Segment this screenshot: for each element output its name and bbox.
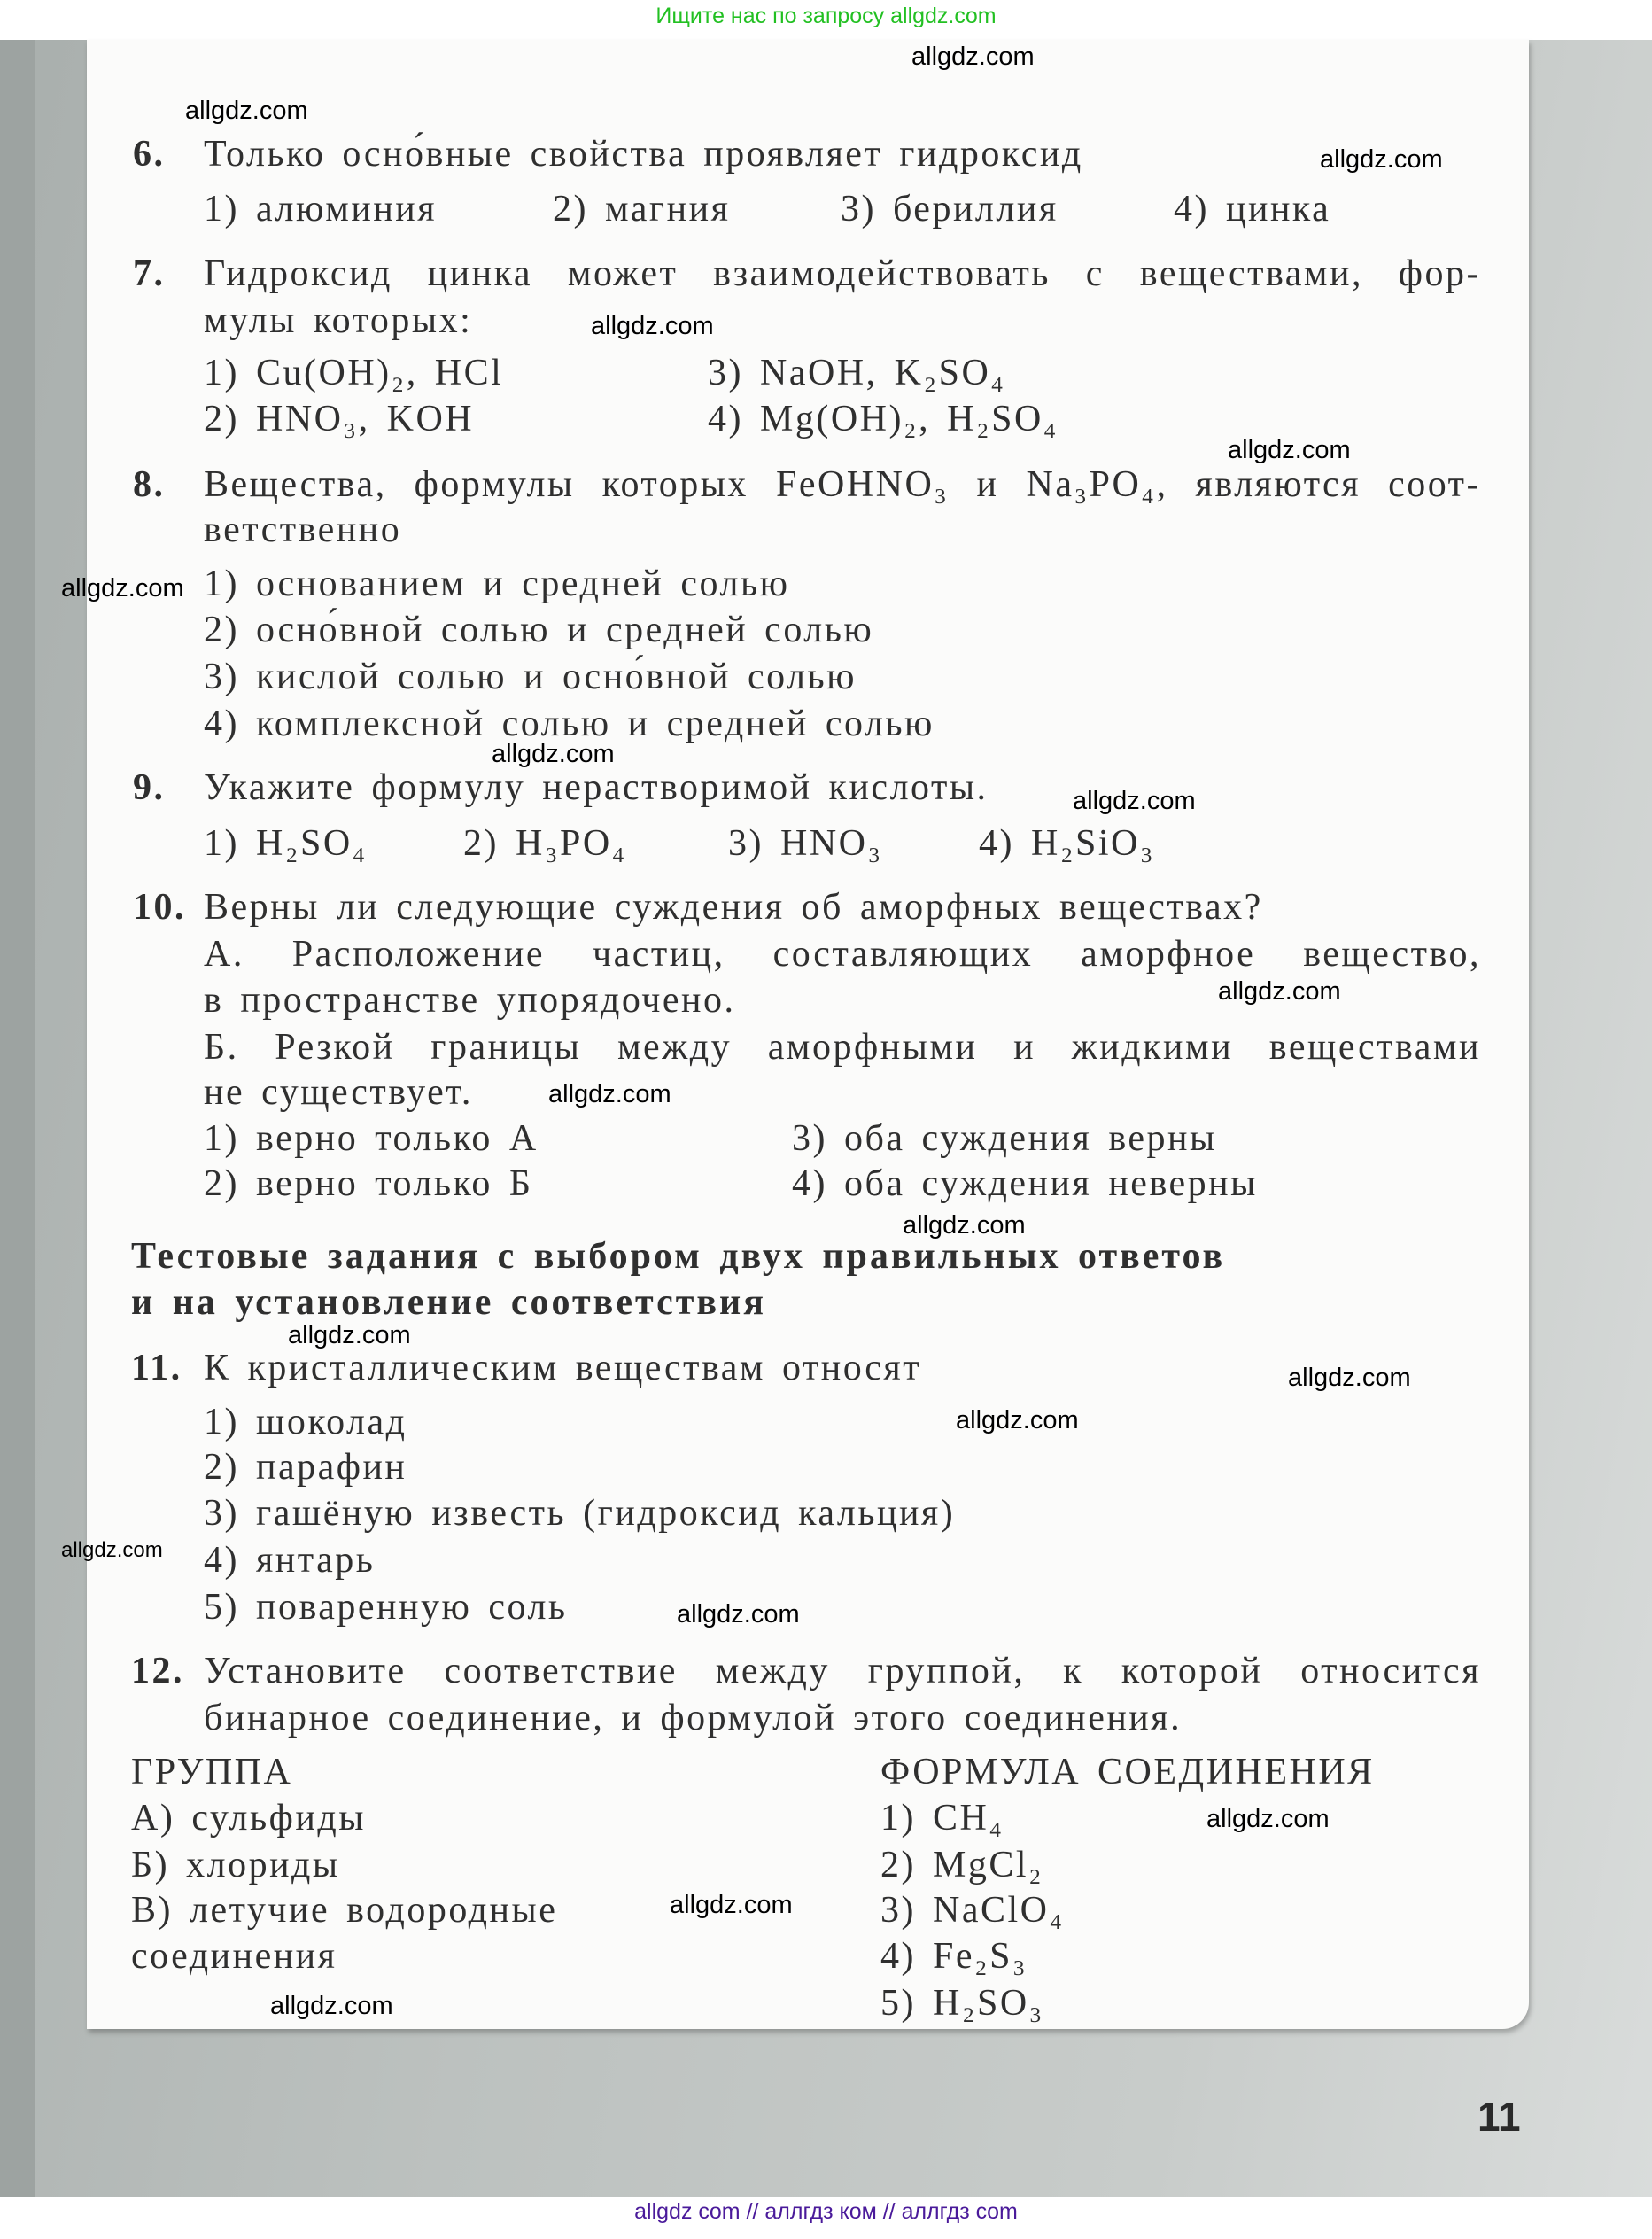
watermark: allgdz.com: [288, 1321, 411, 1349]
answer-option: 4) комплексной солью и средней солью: [204, 704, 935, 744]
answer-option: 3) оба суждения верны: [792, 1118, 1217, 1159]
statement-a: в пространстве упорядочено.: [204, 980, 736, 1021]
column-header-formula: ФОРМУЛА СОЕДИНЕНИЯ: [880, 1752, 1375, 1792]
answer-option: 3) NaOH, K₂SO₄: [708, 353, 1006, 393]
answer-option: 3) кислой солью и осно́вной солью: [204, 657, 857, 697]
answer-option: 4) H₂SiO₃: [979, 823, 1155, 864]
group-item: соединения: [131, 1936, 337, 1977]
question-number: 11.: [131, 1348, 182, 1388]
answer-option: 1) основанием и средней солью: [204, 564, 790, 604]
answer-option: 2) H₃PO₄: [463, 823, 627, 864]
answer-option: 3) гашёную известь (гидроксид кальция): [204, 1493, 956, 1534]
question-text: Только осно́вные свойства проявляет гидроксид: [204, 134, 1083, 175]
watermark: allgdz.com: [911, 43, 1035, 71]
watermark: allgdz.com: [270, 1992, 393, 2020]
answer-option: 4) янтарь: [204, 1540, 376, 1581]
answer-option: 2) магния: [553, 189, 731, 229]
watermark: allgdz.com: [1228, 436, 1351, 464]
book-spine-shadow: [0, 40, 35, 2197]
question-text: Укажите формулу нерастворимой кислоты.: [204, 767, 989, 808]
question-text: Верны ли следующие суждения об аморфных веществах?: [204, 887, 1263, 928]
section-heading: Тестовые задания с выбором двух правильных ответов: [131, 1236, 1226, 1277]
question-text: мулы которых:: [204, 300, 473, 341]
question-text: ветственно: [204, 509, 402, 550]
answer-option: 3) HNO₃: [728, 823, 883, 864]
formula-item: 4) Fe₂S₃: [880, 1936, 1028, 1977]
page-number: 11: [1477, 2094, 1521, 2140]
watermark: allgdz.com: [956, 1406, 1079, 1434]
group-item: В) летучие водородные: [131, 1890, 558, 1931]
watermark: allgdz.com: [670, 1891, 793, 1919]
watermark: allgdz.com: [591, 312, 714, 340]
answer-option: 4) оба суждения неверны: [792, 1163, 1258, 1204]
answer-option: 1) H₂SO₄: [204, 823, 368, 864]
formula-item: 2) MgCl₂: [880, 1845, 1044, 1885]
question-number: 9.: [133, 767, 166, 808]
answer-option: 2) HNO₃, KOH: [204, 399, 475, 439]
top-watermark-banner: Ищите нас по запросу allgdz.com: [655, 4, 997, 28]
question-number: 8.: [133, 464, 166, 505]
watermark: allgdz.com: [1073, 787, 1196, 815]
answer-option: 2) верно только Б: [204, 1163, 533, 1204]
watermark: allgdz.com: [492, 740, 615, 768]
watermark: allgdz.com: [61, 574, 184, 603]
question-text: Вещества, формулы которых FeOHNO₃ и Na₃PO₄, являются соот-: [204, 464, 1481, 505]
answer-option: 1) алюминия: [204, 189, 438, 229]
answer-option: 4) Mg(OH)₂, H₂SO₄: [708, 399, 1059, 439]
watermark: allgdz.com: [61, 1538, 163, 1562]
answer-option: 4) цинка: [1174, 189, 1331, 229]
formula-item: 5) H₂SO₃: [880, 1983, 1044, 2024]
answer-option: 2) парафин: [204, 1447, 407, 1488]
question-text: бинарное соединение, и формулой этого соединения.: [204, 1698, 1183, 1738]
answer-option: 1) шоколад: [204, 1402, 407, 1442]
watermark: allgdz.com: [677, 1600, 800, 1629]
statement-b: не существует.: [204, 1072, 473, 1113]
watermark: allgdz.com: [1206, 1805, 1330, 1833]
answer-option: 1) Cu(OH)₂, HCl: [204, 353, 504, 393]
answer-option: 2) осно́вной солью и средней солью: [204, 610, 874, 650]
formula-item: 3) NaClO₄: [880, 1890, 1065, 1931]
statement-b: Б. Резкой границы между аморфными и жидкими веществами: [204, 1027, 1481, 1068]
answer-option: 3) бериллия: [841, 189, 1059, 229]
watermark: allgdz.com: [1320, 145, 1443, 174]
question-number: 10.: [133, 887, 186, 928]
watermark: allgdz.com: [1288, 1364, 1411, 1392]
question-number: 12.: [131, 1651, 184, 1691]
bottom-watermark-banner: allgdz com // аллгдз ком // аллгдз com: [634, 2199, 1018, 2224]
formula-item: 1) CH₄: [880, 1798, 1004, 1839]
question-number: 7.: [133, 253, 166, 294]
answer-option: 1) верно только А: [204, 1118, 539, 1159]
question-text: К кристаллическим веществам относят: [204, 1348, 922, 1388]
watermark: allgdz.com: [185, 97, 308, 125]
section-heading: и на установление соответствия: [131, 1282, 766, 1323]
statement-a: А. Расположение частиц, составляющих аморфное вещество,: [204, 934, 1481, 975]
question-text: Гидроксид цинка может взаимодействовать с веществами, фор-: [204, 253, 1481, 294]
watermark: allgdz.com: [903, 1211, 1026, 1240]
group-item: Б) хлориды: [131, 1845, 340, 1885]
question-number: 6.: [133, 134, 166, 175]
column-header-group: ГРУППА: [131, 1752, 293, 1792]
watermark: allgdz.com: [548, 1080, 671, 1108]
watermark: allgdz.com: [1218, 977, 1341, 1006]
question-text: Установите соответствие между группой, к которой относится: [204, 1651, 1481, 1691]
group-item: А) сульфиды: [131, 1798, 366, 1839]
answer-option: 5) поваренную соль: [204, 1587, 568, 1628]
